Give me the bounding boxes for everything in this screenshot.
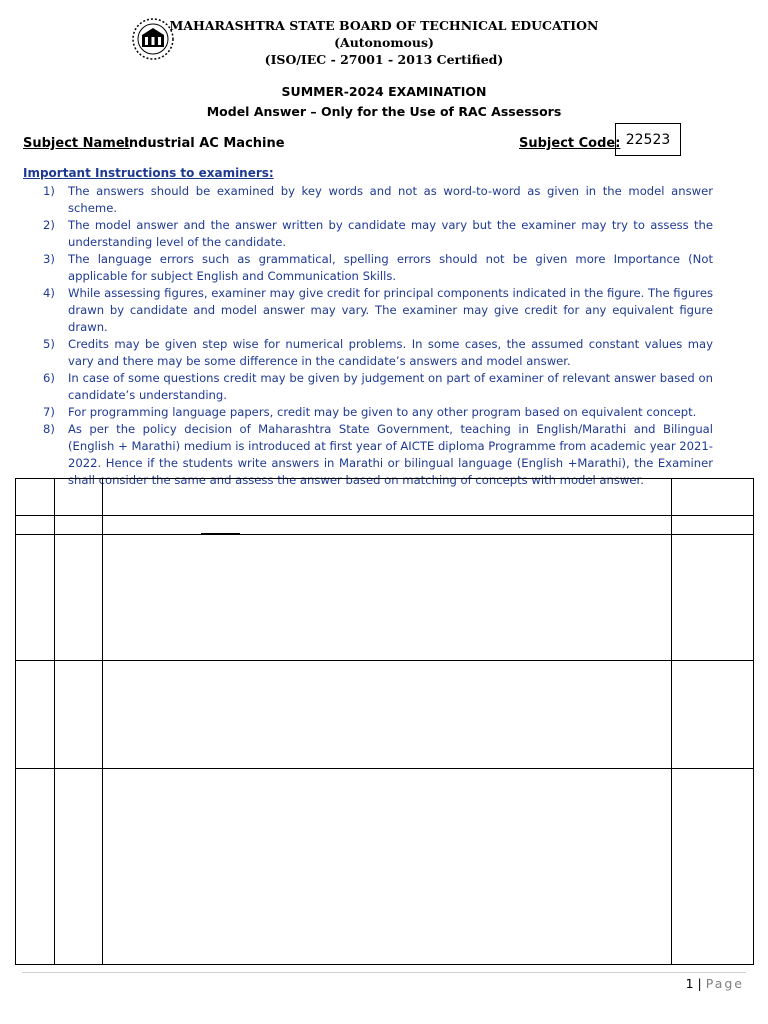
instruction-text: In case of some questions credit may be given by judgement on part of examiner of relevant answer based on candidate’s understanding. (68, 371, 713, 402)
autonomous-label: (Autonomous) (334, 35, 434, 50)
table-cell (16, 769, 55, 965)
page-number: 1 (685, 976, 694, 991)
instructions-list (23, 183, 713, 489)
table-cell (55, 516, 103, 535)
certification-label: (ISO/IEC - 27001 - 2013 Certified) (264, 52, 504, 67)
table-cell (16, 535, 55, 661)
table-cell (55, 769, 103, 965)
instruction-item (23, 336, 713, 370)
table-cell (672, 479, 754, 516)
instruction-number: 1) (43, 184, 55, 198)
instruction-item (23, 404, 713, 421)
subject-name-label: Subject Name: (23, 136, 130, 151)
subject-code-label: Subject Code: (519, 136, 621, 151)
table-cell (672, 535, 754, 661)
page-separator: | (697, 976, 702, 991)
instruction-item (23, 285, 713, 336)
instruction-number: 3) (43, 252, 55, 266)
subject-code-box: 22523 (615, 123, 681, 156)
instruction-text: The answers should be examined by key words and not as word-to-word as given in the model answer scheme. (68, 184, 713, 215)
instruction-number: 7) (43, 405, 55, 419)
table-cell (55, 535, 103, 661)
table-cell (16, 516, 55, 535)
table-cell (16, 479, 55, 516)
table-row (16, 535, 754, 661)
page-footer (686, 976, 744, 991)
table-row (16, 769, 754, 965)
table-cell (672, 769, 754, 965)
instruction-number: 2) (43, 218, 55, 232)
table-cell (672, 661, 754, 769)
table-cell (55, 661, 103, 769)
instruction-item (23, 370, 713, 404)
instruction-number: 5) (43, 337, 55, 351)
table-cell (103, 516, 672, 535)
subject-name-value: Industrial AC Machine (124, 136, 285, 151)
instruction-text: Credits may be given step wise for numerical problems. In some cases, the assumed constant values may vary and there may be some difference in the candidate’s answers and model answer. (68, 337, 713, 368)
table-cell (103, 479, 672, 516)
instruction-text: For programming language papers, credit may be given to any other program based on equivalent concept. (68, 405, 697, 419)
table-row (16, 516, 754, 535)
model-answer-title: Model Answer – Only for the Use of RAC Assessors (206, 104, 562, 119)
footer-divider (22, 972, 746, 973)
table-cell (103, 535, 672, 661)
table-row (16, 661, 754, 769)
instruction-number: 8) (43, 422, 55, 436)
page-word: Page (705, 976, 744, 991)
underline-mark (201, 533, 240, 535)
table-cell (103, 661, 672, 769)
table-cell (55, 479, 103, 516)
instruction-text: The model answer and the answer written by candidate may vary but the examiner may try to assess the understanding level of the candidate. (68, 218, 713, 249)
instruction-number: 6) (43, 371, 55, 385)
instruction-text: The language errors such as grammatical, spelling errors should not be given more Importance (Not applicable for subject English and Communication Skills. (68, 252, 713, 283)
instruction-number: 4) (43, 286, 55, 300)
exam-title: SUMMER-2024 EXAMINATION (281, 84, 487, 99)
instruction-item (23, 217, 713, 251)
board-title: MAHARASHTRA STATE BOARD OF TECHNICAL EDUCATION (169, 18, 599, 33)
table-header-row (16, 479, 754, 516)
instruction-text: As per the policy decision of Maharashtra State Government, teaching in English/Marathi and Bilingual (English + Marathi) medium is introduced at first year of AICTE diploma Programme from academic year 2021-2022. Hence if the students write answers in Marathi or bilingual language (English +Marathi), the Examiner shall consider the same and assess the answer based on matching of concepts with model answer. (68, 422, 713, 487)
instruction-item (23, 251, 713, 285)
instruction-text: While assessing figures, examiner may give credit for principal components indicated in the figure. The figures drawn by candidate and model answer may vary. The examiner may give credit for any equivalent figure drawn. (68, 286, 713, 334)
instructions-title: Important Instructions to examiners: (23, 166, 274, 180)
table-cell (16, 661, 55, 769)
instruction-item (23, 183, 713, 217)
answer-table (15, 478, 754, 965)
table-cell (672, 516, 754, 535)
table-cell (103, 769, 672, 965)
